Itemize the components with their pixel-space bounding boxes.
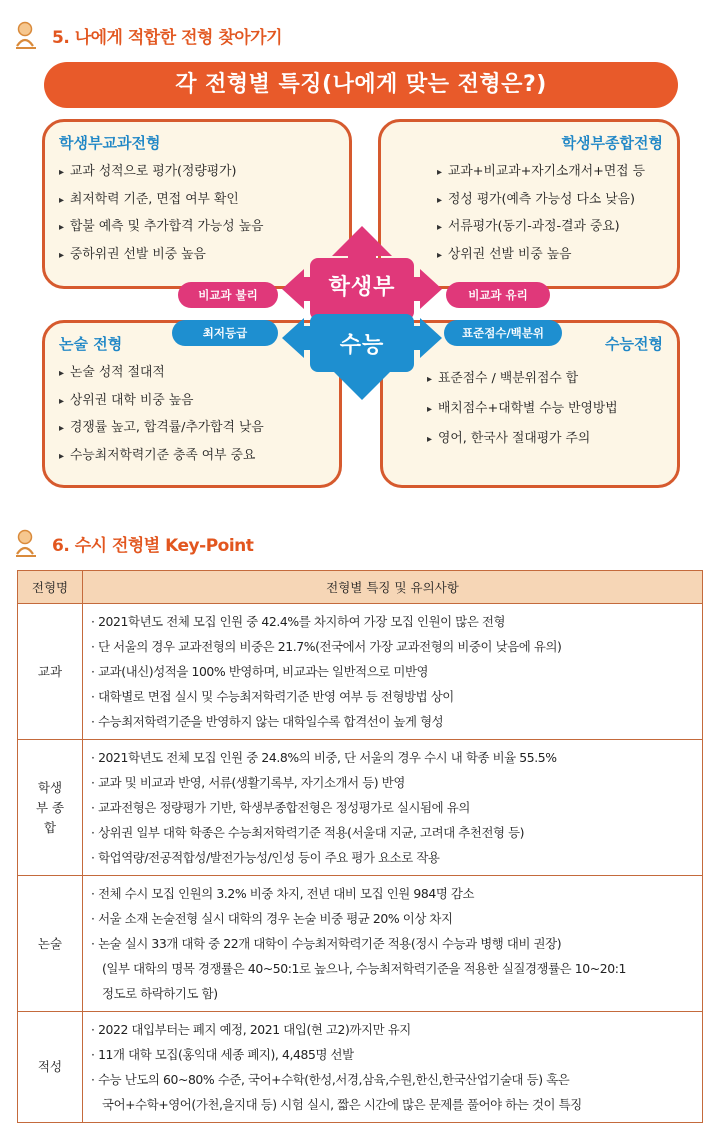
description-line: · 서울 소재 논술전형 실시 대학의 경우 논술 비중 평균 20% 이상 차지: [91, 911, 453, 926]
table-row: [18, 604, 703, 740]
csat-center-label: 수능: [339, 333, 385, 358]
table-row: [18, 1012, 703, 1123]
feature-banner: 각 전형별 특징(나에게 맞는 전형은?): [44, 62, 678, 108]
pill-extracurricular-advantage: 비교과 유리: [446, 282, 550, 308]
person-thinking-icon: [14, 528, 40, 558]
row-category: 교과: [18, 604, 83, 740]
description-line: · 교과전형은 정량평가 기반, 학생부종합전형은 정성평가로 실시됨에 유의: [91, 800, 470, 815]
description-line: · 교과 및 비교과 반영, 서류(생활기록부, 자기소개서 등) 반영: [91, 775, 405, 790]
description-line: · 11개 대학 모집(홍익대 세종 폐지), 4,485명 선발: [91, 1047, 354, 1062]
quadrant-title: 학생부종합전형: [561, 134, 663, 152]
header-admission-type: 전형명: [18, 571, 83, 604]
row-description: [83, 740, 703, 876]
pill-minimum-grade: 최저등급: [172, 320, 278, 346]
student-record-center-label: 학생부: [328, 275, 396, 300]
list-item: ▸ 최저학력 기준, 면접 여부 확인: [59, 187, 335, 215]
list-item: ▸ 상위권 대학 비중 높음: [59, 388, 325, 416]
section-5-title: 5. 나에게 적합한 전형 찾아가기: [52, 27, 283, 48]
list-item: ▸ 상위권 선발 비중 높음: [437, 242, 663, 270]
table-row: [18, 740, 703, 876]
row-description: [83, 1012, 703, 1123]
description-line: · 전체 수시 모집 인원의 3.2% 비중 차지, 전년 대비 모집 인원 984명 감소: [91, 886, 475, 901]
description-line: · 수능 난도의 60~80% 수준, 국어+수학(한성,서경,삼육,수원,한신,한국산업기술대 등) 혹은: [91, 1072, 570, 1087]
row-category: [18, 740, 83, 876]
list-item: ▸ 경쟁률 높고, 합격률/추가합격 낮음: [59, 415, 325, 443]
description-line: (일부 대학의 명목 경쟁률은 40~50:1로 높으나, 수능최저학력기준을 적용한 실질경쟁률은 10~20:1: [102, 961, 626, 976]
pill-extracurricular-disadvantage: 비교과 불리: [178, 282, 278, 308]
list-item: ▸ 수능최저학력기준 충족 여부 중요: [59, 443, 325, 471]
description-line: · 2022 대입부터는 폐지 예정, 2021 대입(현 고2)까지만 유지: [91, 1022, 411, 1037]
description-line: · 논술 실시 33개 대학 중 22개 대학이 수능최저학력기준 적용(정시 수능과 병행 대비 권장): [91, 936, 562, 951]
key-point-table: [17, 570, 703, 1123]
description-line: 정도로 하락하기도 함): [102, 986, 218, 1001]
quadrant-title: 논술 전형: [59, 335, 123, 353]
description-line: · 단 서울의 경우 교과전형의 비중은 21.7%(전국에서 가장 교과전형의 비중이 낮음에 유의): [91, 639, 562, 654]
row-description: [83, 604, 703, 740]
quadrant-title: 학생부교과전형: [59, 134, 161, 152]
list-item: ▸ 표준점수 / 백분위점수 합: [427, 364, 663, 394]
list-item: ▸ 중하위권 선발 비중 높음: [59, 242, 335, 270]
section-6-heading: [14, 528, 253, 558]
description-line: · 학업역량/전공적합성/발전가능성/인성 등이 주요 평가 요소로 작용: [91, 850, 440, 865]
row-category: 적성: [18, 1012, 83, 1123]
list-item: ▸ 영어, 한국사 절대평가 주의: [427, 424, 663, 454]
description-line: · 상위권 일부 대학 학종은 수능최저학력기준 적용(서울대 지균, 고려대 추천전형 등): [91, 825, 525, 840]
list-item: ▸ 논술 성적 절대적: [59, 360, 325, 388]
description-line: · 2021학년도 전체 모집 인원 중 42.4%를 차지하여 가장 모집 인원이 많은 전형: [91, 614, 506, 629]
list-item: ▸ 교과+비교과+자기소개서+면접 등: [437, 159, 663, 187]
table-header-row: [18, 571, 703, 604]
section-6-title: 6. 수시 전형별 Key-Point: [52, 535, 254, 556]
row-category: 논술: [18, 876, 83, 1012]
description-line: · 수능최저학력기준을 반영하지 않는 대학일수록 합격선이 높게 형성: [91, 714, 444, 729]
list-item: ▸ 정성 평가(예측 가능성 다소 낮음): [437, 187, 663, 215]
center-arrow-diagram: [0, 0, 720, 520]
list-item: ▸ 합불 예측 및 추가합격 가능성 높음: [59, 214, 335, 242]
list-item: ▸ 교과 성적으로 평가(정량평가): [59, 159, 335, 187]
pill-standard-score: 표준점수/백분위: [444, 320, 562, 346]
description-line: 국어+수학+영어(가천,을지대 등) 시험 실시, 짧은 시간에 많은 문제를 풀어야 하는 것이 특징: [102, 1097, 582, 1112]
row-description: [83, 876, 703, 1012]
list-item: ▸ 배치점수+대학별 수능 반영방법: [427, 394, 663, 424]
list-item: ▸ 서류평가(동기-과정-결과 중요): [437, 214, 663, 242]
row-category-text: 학생부 종합: [35, 779, 65, 835]
description-line: · 대학별로 면접 실시 및 수능최저학력기준 반영 여부 등 전형방법 상이: [91, 689, 454, 704]
table-row: [18, 876, 703, 1012]
header-features: 전형별 특징 및 유의사항: [83, 571, 703, 604]
description-line: · 교과(내신)성적을 100% 반영하며, 비교과는 일반적으로 미반영: [91, 664, 429, 679]
description-line: · 2021학년도 전체 모집 인원 중 24.8%의 비중, 단 서울의 경우 수시 내 학종 비율 55.5%: [91, 750, 557, 765]
quadrant-title: 수능전형: [605, 335, 663, 353]
